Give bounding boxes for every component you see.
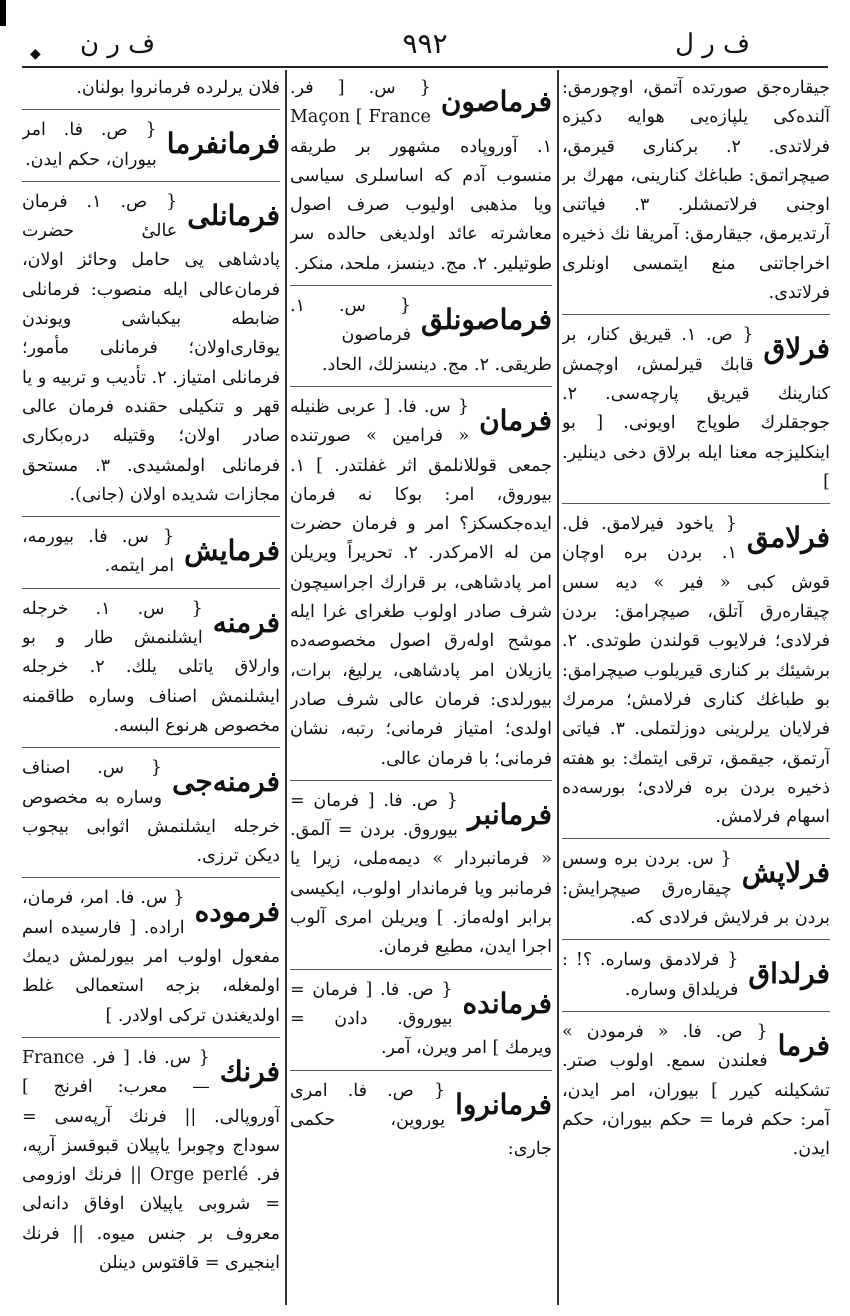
- entry-definition: { س. بردن بره وسس چیقاره‌رق صیچرایش: بردن بر فرلایش فرلادی كه.: [562, 849, 830, 929]
- entry-headword: فرماصونلق: [420, 303, 552, 337]
- corner-mark: [0, 0, 6, 26]
- dictionary-entry: [562, 946, 830, 1012]
- entry-headword: فرمانلی: [187, 198, 280, 232]
- dictionary-entry: [22, 523, 280, 589]
- entry-headword: فرمنه‌جی: [172, 765, 280, 799]
- entry-definition: { ص. فا. امر بیوران، حكم ایدن.: [22, 120, 157, 170]
- dictionary-entry: [562, 1018, 830, 1170]
- column-divider: [557, 70, 559, 1305]
- entry-headword: فرمایش: [184, 534, 280, 568]
- column-divider: [285, 70, 287, 1305]
- entry-headword: فرمانبر: [467, 797, 552, 831]
- dictionary-entry: [290, 393, 552, 781]
- entry-definition: { س. ١. خرجله ایشلنمش طار و بو وارلاق یاتلی یلك. ٢. خرجله ایشلنمش اصناف وساره طاقمنه مخصوص هرنوع البسه.: [22, 598, 280, 736]
- dictionary-entry: [290, 292, 552, 387]
- entry-definition: { فرلادمق وساره. ؟! : فریلداق وساره.: [562, 950, 739, 1000]
- entry-definition: { س. فا. [ عربی ظنیله « فرامین » صورتنده جمعی قوللانلمق اثر غفلتدر. ] ١. بیوروق، امر: بوكا نه فرمان ایده‌جكسكز؟ امر و فرمان حضرت من له الامركدر. ٢. تحریراً ویریلن امر پادشاهی، بر قرارك اجراسیچون شرف صادر اولوب طغرای غرا ایله موشح اوله‌رق اصول مخصوصه‌ده یازیلان امر پادشاهی، یرلیغ، برات، بیورلدی: فرمان عالی شرف صادر اولدی؛ امتیاز فرمانی؛ رتبه، نشان فرمانی؛ با فرمان عالی.: [290, 396, 552, 769]
- dictionary-entry: [562, 321, 830, 504]
- entry-headword: فرلداق: [748, 957, 830, 991]
- dictionary-entry: [290, 1077, 552, 1171]
- dictionary-entry: [22, 595, 280, 748]
- entry-definition: { یاخود فیرلامق. فل. ١. بردن بره اوچان قوش كبی « فیر » دیه سس چیقاره‌رق آتلق، صیچرامق: بردن فرلادی؛ فرلایوب قولندن طوتدی. ٢. برشیئك بر كناری قیریلوب صیچرامق: بو طباغك كناری فرلامش؛ مرمرك فرلایان یرلرینی دوزلتملی. ٣. فیاتی آرتمق، جیقمق، ترقی ایتمك: بو هفته ذخیره بردن بره فرلادی؛ بورسه‌ده اسهام فرلامش.: [562, 514, 830, 828]
- entry-definition: { س. ١. فرماصون طریقی. ٢. مج. دینسزلك، الحاد.: [290, 296, 552, 375]
- entry-headword: فرمانفرما: [166, 127, 280, 161]
- entry-definition: { س. فا. بیورمه، امر ایتمه.: [22, 527, 175, 577]
- entry-headword: فرمنه: [212, 605, 280, 639]
- entry-definition: { ص. ١. قیریق كنار، بر قابك قیرلمش، اوچمش كنارینك قیریق پارچه‌سی. ٢. جوجقلرك طوپاج اویونی. [ بو اینكلیزجه معنا ایله برلاق دخی دینلیر. ]: [562, 325, 830, 492]
- header-right-title: ف ر ل: [675, 29, 750, 59]
- entry-headword: فرلامق: [746, 521, 830, 555]
- dictionary-entry: [562, 74, 830, 315]
- dictionary-entry: [22, 754, 280, 878]
- column-middle: [290, 74, 552, 1304]
- entry-definition: فلان یرلرده فرمانروا بولنان.: [76, 78, 280, 98]
- entry-headword: فرلاق: [763, 332, 830, 366]
- page-number: ٩٩٢: [402, 27, 448, 60]
- dictionary-entry: [562, 845, 830, 940]
- entry-definition: { س. فا. [ فر. France — معرب: افرنج ] آوروپالی. || فرنك آرپه‌سی = سوداج وچوبرا یاپیلان قبوقسز آرپه، فر. Orge perlé || فرنك اوزومی = شروبی یاپیلان اوفاق دانه‌لی معروف بر جنس میوه. || فرنك اینجیری = قاقتوس دینلن: [22, 1047, 280, 1273]
- header-rule: [22, 66, 828, 68]
- entry-headword: فرما: [777, 1028, 830, 1062]
- dictionary-entry: [290, 74, 552, 286]
- entry-headword: فرمانده: [462, 986, 552, 1020]
- dictionary-entry: [22, 74, 280, 110]
- dictionary-entry: [22, 1044, 280, 1284]
- entry-headword: فرموده: [194, 895, 280, 929]
- header-left-title: ف ر ن: [80, 29, 156, 59]
- running-header: [20, 26, 830, 66]
- entry-definition: جيقاره‌جق صورتده آتمق، اوچورمق: آلنده‌كی یلپازه‌یی هوایه دكیزه فرلاتدی. ٢. بركناری قیرمق، صیچراتمق: طباغك كنارینی، مهرك بر اوجنی فرلاتمشلر. ٣. فیاتنی آرتدیرمق، جیقارمق: آمریقا نك ذخیره اخراجاتنی منع ایتمسی اونلری فرلاتدی.: [562, 78, 830, 304]
- dictionary-entry: [22, 188, 280, 517]
- entry-headword: فرمان: [479, 403, 552, 437]
- column-right: [562, 74, 830, 1304]
- entry-headword: فرنك: [219, 1054, 280, 1088]
- dictionary-entry: [290, 787, 552, 970]
- dictionary-entry: [22, 884, 280, 1037]
- entry-definition: { س. اصناف وساره‌ به مخصوص خرجله ایشلنمش اثوابی بیجوب دیكن ترزی.: [22, 758, 280, 867]
- entry-headword: فرماصون: [440, 85, 552, 118]
- entry-definition: { ص. فا. [ فرمان = بیوروق. بردن = آلمق. « فرمانبردار » دیمه‌ملی، زیرا یا فرمانبر ویا فرماندار اولوب، ایكیسی برابر اوله‌ماز. ] ویریلن امری آلوب اجرا ایدن، مطیع فرمان.: [290, 790, 552, 958]
- dictionary-entry: [22, 116, 280, 182]
- entry-definition: { ص. فا. امری یوروین، حكمی جاری:: [290, 1080, 552, 1160]
- dictionary-entry: [290, 976, 552, 1071]
- entry-headword: فرمانروا: [455, 1087, 552, 1121]
- entry-headword: فرلاپش: [741, 856, 830, 890]
- entry-definition: { س. فا. امر، فرمان، اراده. [ فارسیده اسم مفعول اولوب امر بیورلمش دیمك اولمغله، بزجه استعمالی غلط اولدیغندن تركی اولادر. ]: [22, 888, 280, 1026]
- entry-definition: { ص. ١. فرمان عالیٔ حضرت پادشاهی یی حامل وحائز اولان، فرمان‌عالی ایله منصوب: فرمانلی ضابطه بیكباشی ویوندن یوقاری‌اولان؛ فرمانلی مأمور؛ فرمانلی امتیاز. ٢. تأدیب و تربیه و یا قهر و تنكیلی حقنده فرمان عالی صادر اولان؛ وقتیله دره‌بكاری فرمانلی اولمشیدی. ٣. مستحق مجازات شدیده اولان (جانی).: [22, 191, 280, 505]
- column-left: [22, 74, 280, 1304]
- dictionary-entry: [562, 510, 830, 839]
- entry-definition: { ص. فا. « فرمودن » فعلندن سمع. اولوب صتر. تشكیلنه كیرر ] بیوران، امر ایدن، آمر: حكم فرما = حكم بیوران، حكم ایدن.: [562, 1021, 830, 1160]
- entry-definition: { س. [ فر. France ] Maçon ١. آوروپاده مشهور بر طریقه منسوب آدم كه اساسلری سیاسی ویا مذهبی اولیوب صرف اصول معاشرته عائد اولدیغی حالده سر طوتیلیر. ٢. مج. دینسز، ملحد، منكر.: [290, 78, 552, 274]
- header-bullet-icon: ◆: [30, 46, 41, 62]
- entry-definition: { ص. فا. [ فرمان = بیوروق. دادن = ویرمك ] امر ویرن، آمر.: [290, 979, 552, 1059]
